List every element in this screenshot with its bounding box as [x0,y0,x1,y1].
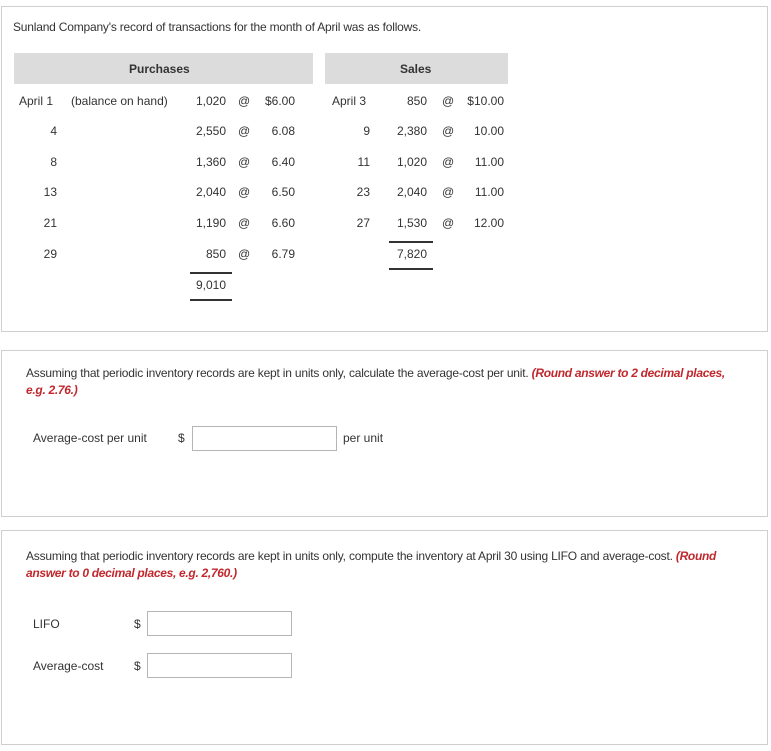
question-1-rounding-note: (Round answer to 2 decimal places, e.g. 2.76.) [26,366,725,397]
question-1-text: Assuming that periodic inventory records are kept in units only, calculate the average-cost per unit. [26,366,529,380]
sale-date: 9 [363,124,370,138]
sale-date: 23 [356,185,370,199]
purchase-at-symbol: @ [238,185,251,199]
purchase-at-symbol: @ [238,94,251,108]
average-cost-label: Average-cost [33,659,104,673]
sale-at-symbol: @ [442,185,455,199]
average-cost-per-unit-currency: $ [178,431,185,445]
average-cost-per-unit-input[interactable] [192,426,337,451]
sale-units: 1,530 [396,216,427,230]
sales-total-double-underline [389,268,433,270]
sale-date: 27 [356,216,370,230]
sales-header: Sales [400,62,432,76]
purchase-at-symbol: @ [238,155,251,169]
purchase-date: 13 [43,185,57,199]
purchase-units: 2,550 [195,124,226,138]
purchases-total-underline [190,272,232,274]
purchases-total: 9,010 [195,278,226,292]
lifo-inventory-input[interactable] [147,611,292,636]
average-cost-per-unit-label: Average-cost per unit [33,431,147,445]
sales-total-underline [389,241,433,243]
sale-unit-price: 12.00 [473,216,504,230]
purchase-date: 29 [43,247,57,261]
purchase-date: April 1 [19,94,54,108]
transactions-panel [1,6,768,332]
intro-text: Sunland Company's record of transactions for the month of April was as follows. [13,20,422,34]
sale-date: April 3 [332,94,367,108]
purchase-unit-cost: 6.08 [271,124,295,138]
lifo-label: LIFO [33,617,60,631]
purchase-units: 1,020 [195,94,226,108]
sale-at-symbol: @ [442,124,455,138]
average-cost-inventory-input[interactable] [147,653,292,678]
purchases-header: Purchases [129,62,190,76]
purchase-unit-cost: 6.60 [271,216,295,230]
average-cost-question-panel [1,350,768,517]
purchases-header-bar [14,53,313,84]
question-2-rounding-note: (Round answer to 0 decimal places, e.g. 2,760.) [26,549,717,580]
sales-header-bar [325,53,508,84]
sale-unit-price: 10.00 [473,124,504,138]
sale-units: 2,380 [396,124,427,138]
purchase-unit-cost: 6.79 [271,247,295,261]
inventory-question-panel [1,530,768,745]
sale-units: 1,020 [396,155,427,169]
lifo-currency: $ [134,617,141,631]
average-cost-currency: $ [134,659,141,673]
purchase-units: 850 [205,247,226,261]
sale-unit-price: 11.00 [474,185,504,199]
purchase-unit-cost: $6.00 [264,94,295,108]
sale-date: 11 [357,155,370,169]
purchase-note: (balance on hand) [71,94,168,108]
question-2 [26,548,726,582]
purchase-unit-cost: 6.40 [271,155,295,169]
purchases-total-double-underline [190,299,232,301]
sale-at-symbol: @ [442,94,455,108]
purchase-units: 2,040 [195,185,226,199]
purchase-date: 4 [50,124,57,138]
sale-at-symbol: @ [442,216,455,230]
purchase-date: 21 [43,216,57,230]
purchase-unit-cost: 6.50 [271,185,295,199]
sales-total: 7,820 [396,247,427,261]
purchase-units: 1,360 [195,155,226,169]
sale-at-symbol: @ [442,155,455,169]
sale-units: 2,040 [396,185,427,199]
sale-unit-price: $10.00 [467,94,504,108]
question-2-text: Assuming that periodic inventory records are kept in units only, compute the inventory at April 30 using LIFO and average-cost. [26,549,673,563]
purchase-at-symbol: @ [238,216,251,230]
purchase-at-symbol: @ [238,247,251,261]
purchase-units: 1,190 [195,216,226,230]
sale-units: 850 [406,94,427,108]
sale-unit-price: 11.00 [474,155,504,169]
purchase-at-symbol: @ [238,124,251,138]
per-unit-label: per unit [343,431,384,445]
purchase-date: 8 [50,155,57,169]
question-1 [26,365,726,399]
